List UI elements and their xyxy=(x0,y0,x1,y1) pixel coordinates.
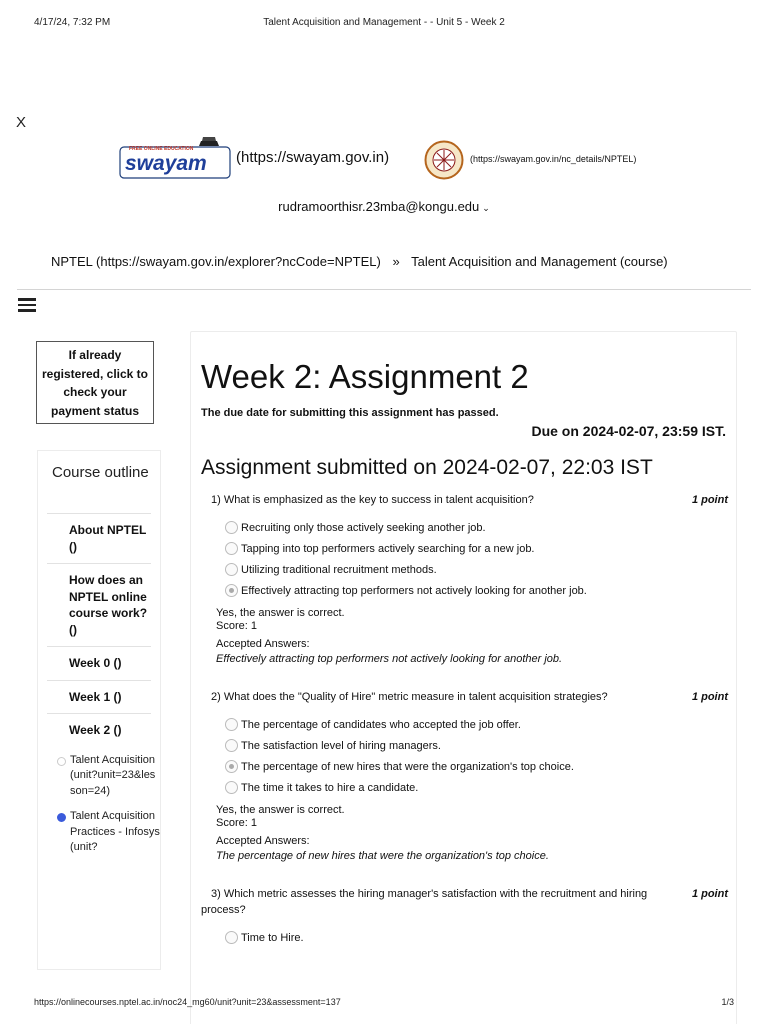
question-text-label: 2) What does the "Quality of Hire" metric measure in talent acquisition strategies? xyxy=(211,691,608,703)
option[interactable] xyxy=(225,563,728,584)
sidebar-subitem-label: Talent Acquisition Practices - Infosys (unit? xyxy=(70,810,160,853)
option-label: Tapping into top performers actively searching for a new job. xyxy=(241,543,535,555)
score-text: Score: 1 xyxy=(216,817,257,829)
radio-selected-icon xyxy=(225,584,238,597)
answer-feedback xyxy=(201,607,728,666)
option-label: Utilizing traditional recruitment methods. xyxy=(241,564,437,576)
swayam-link[interactable]: (https://swayam.gov.in) xyxy=(236,149,390,166)
option-label: The time it takes to hire a candidate. xyxy=(241,782,419,794)
option-label: Recruiting only those actively seeking another job. xyxy=(241,522,486,534)
due-passed-notice: The due date for submitting this assignment has passed. xyxy=(201,407,499,419)
brand-row xyxy=(0,137,768,183)
radio-selected-icon xyxy=(225,760,238,773)
option-label: Effectively attracting top performers not actively looking for another job. xyxy=(241,585,587,597)
close-button[interactable]: X xyxy=(16,114,27,131)
accepted-answer: The percentage of new hires that were the organization's top choice. xyxy=(216,850,549,862)
due-date: Due on 2024-02-07, 23:59 IST. xyxy=(531,423,726,439)
question-text-label: 3) Which metric assesses the hiring manager's satisfaction with the recruitment and hiring process? xyxy=(201,888,648,916)
print-page-number: 1/3 xyxy=(721,997,734,1007)
menu-icon[interactable] xyxy=(18,298,36,312)
question-text xyxy=(201,492,728,508)
current-dot-icon xyxy=(57,813,66,822)
question-text-label: 1) What is emphasized as the key to success in talent acquisition? xyxy=(211,494,534,506)
accepted-label: Accepted Answers: xyxy=(216,835,310,847)
user-email: rudramoorthisr.23mba@kongu.edu xyxy=(278,199,480,214)
user-menu[interactable] xyxy=(0,199,768,214)
radio-icon xyxy=(225,563,238,576)
options xyxy=(201,521,728,605)
question-text xyxy=(201,689,728,705)
sidebar-item-week-0[interactable]: Week 0 () xyxy=(47,646,151,680)
question-2 xyxy=(201,689,728,863)
option-label: The percentage of candidates who accepted the job offer. xyxy=(241,719,521,731)
radio-icon xyxy=(225,781,238,794)
sidebar-item-about-nptel[interactable]: About NPTEL () xyxy=(47,513,151,563)
print-date: 4/17/24, 7:32 PM xyxy=(34,17,111,28)
sidebar-subitem-talent-acquisition[interactable] xyxy=(38,753,160,800)
swayam-wordmark: swayam xyxy=(125,152,207,175)
option-selected[interactable] xyxy=(225,584,728,605)
submission-status: Assignment submitted on 2024-02-07, 22:03 IST xyxy=(201,456,653,479)
result-text: Yes, the answer is correct. xyxy=(216,607,345,619)
option[interactable] xyxy=(225,542,728,563)
option[interactable] xyxy=(225,739,728,760)
radio-icon xyxy=(225,931,238,944)
option[interactable] xyxy=(225,521,728,542)
breadcrumb xyxy=(51,254,668,269)
question-text xyxy=(201,886,728,918)
sidebar-subitem-label: Talent Acquisition (unit?unit=23&lesson=24) xyxy=(70,753,156,797)
options xyxy=(201,718,728,802)
result-text: Yes, the answer is correct. xyxy=(216,804,345,816)
breadcrumb-separator: » xyxy=(392,254,400,269)
divider xyxy=(17,289,751,290)
chevron-down-icon: ⌄ xyxy=(482,203,490,213)
accepted-answer: Effectively attracting top performers not actively looking for another job. xyxy=(216,653,563,665)
option-selected[interactable] xyxy=(225,760,728,781)
swayam-tagline: FREE ONLINE EDUCATION xyxy=(129,146,194,152)
nptel-link[interactable]: (https://swayam.gov.in/nc_details/NPTEL) xyxy=(470,154,637,164)
assignment-panel xyxy=(190,331,737,1024)
unvisited-dot-icon xyxy=(57,757,66,766)
option-label: Time to Hire. xyxy=(241,932,304,944)
question-1 xyxy=(201,492,728,666)
radio-icon xyxy=(225,718,238,731)
option[interactable] xyxy=(225,781,728,802)
question-points: 1 point xyxy=(691,888,728,900)
sidebar-item-week-2[interactable]: Week 2 () xyxy=(47,713,151,753)
option[interactable] xyxy=(225,718,728,739)
print-header xyxy=(34,17,734,31)
radio-icon xyxy=(225,739,238,752)
page-title: Week 2: Assignment 2 xyxy=(201,358,529,395)
option[interactable] xyxy=(225,931,728,952)
sidebar-subitem-infosys-practices[interactable] xyxy=(38,809,160,856)
outline-title: Course outline xyxy=(52,464,149,481)
swayam-logo[interactable] xyxy=(119,137,231,180)
score-text: Score: 1 xyxy=(216,620,257,632)
accepted-label: Accepted Answers: xyxy=(216,638,310,650)
sidebar-item-week-1[interactable]: Week 1 () xyxy=(47,680,151,714)
payment-status-button[interactable]: If already registered, click to check your payment status xyxy=(36,341,154,424)
question-points: 1 point xyxy=(691,691,728,703)
option-label: The percentage of new hires that were the organization's top choice. xyxy=(241,761,574,773)
nptel-logo[interactable] xyxy=(424,140,464,180)
course-outline xyxy=(37,450,161,970)
question-3 xyxy=(201,886,728,952)
breadcrumb-root[interactable]: NPTEL (https://swayam.gov.in/explorer?ncCode=NPTEL) xyxy=(51,254,381,269)
radio-icon xyxy=(225,521,238,534)
print-footer xyxy=(34,997,734,1011)
sidebar-item-how-course-works[interactable]: How does an NPTEL online course work? () xyxy=(47,563,151,646)
question-points: 1 point xyxy=(691,494,728,506)
options xyxy=(201,931,728,952)
print-url: https://onlinecourses.nptel.ac.in/noc24_mg60/unit?unit=23&assessment=137 xyxy=(34,997,341,1007)
print-title: Talent Acquisition and Management - - Unit 5 - Week 2 xyxy=(263,17,505,28)
option-label: The satisfaction level of hiring managers. xyxy=(241,740,441,752)
breadcrumb-course[interactable]: Talent Acquisition and Management (course) xyxy=(411,254,668,269)
answer-feedback xyxy=(201,804,728,863)
radio-icon xyxy=(225,542,238,555)
